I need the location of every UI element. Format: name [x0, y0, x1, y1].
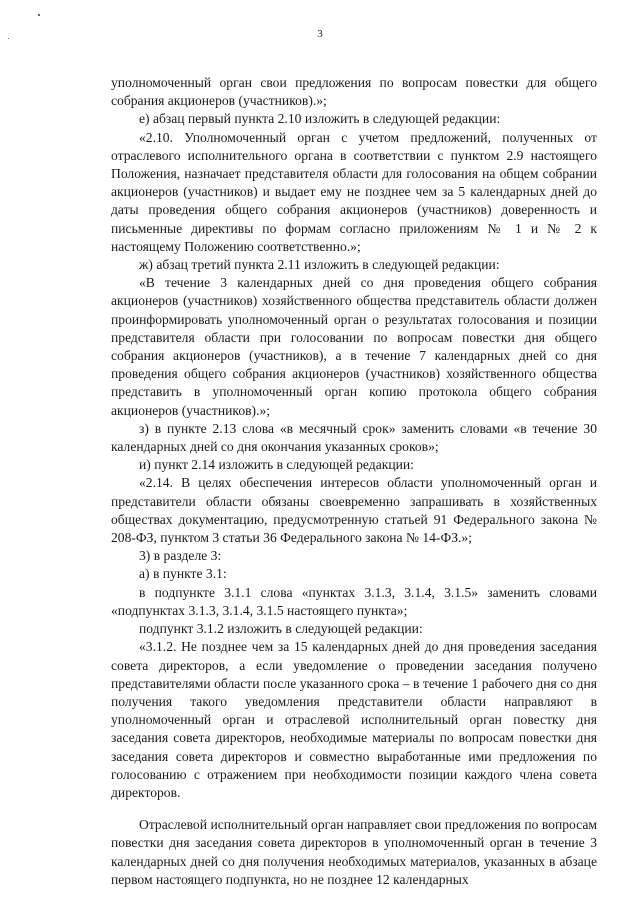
scan-speck [38, 14, 40, 16]
paragraph-subpoint-3-1-1: в подпункте 3.1.1 слова «пунктах 3.1.3, 3.1.4, 3.1.5» заменить словами «подпунктах 3.1.3, 3.1.4, 3.1.5 настоящего пункта»; [111, 584, 597, 618]
paragraph-sectoral-body: Отраслевой исполнительный орган направляет свои предложения по вопросам повестки дня заседания совета директоров в уполномоченный орган в течение 3 календарных дней со дня получения необходимых материалов, указанных в абзаце первом настоящего подпункта, но не позднее 12 календарных [111, 817, 597, 887]
paragraph-amendment-i: и) пункт 2.14 изложить в следующей редакции: [139, 457, 414, 473]
paragraph-continuation: уполномоченный орган свои предложения по вопросам повестки для общего собрания акционеров (участников).»; [111, 75, 597, 109]
paragraph-section-3: 3) в разделе 3: [139, 548, 222, 564]
paragraph-amendment-z: з) в пункте 2.13 слова «в месячный срок» заменить словами «в течение 30 календарных дней со дня окончания указанных сроков»; [111, 420, 597, 455]
paragraph-subpoint-3-1-2-intro: подпункт 3.1.2 изложить в следующей редакции: [139, 621, 423, 637]
paragraph-quote-2-11: «В течение 3 календарных дней со дня проведения общего собрания акционеров (участников) хозяйственного общества представитель области должен проинформировать уполномоченный орган о результатах голосования и позиции представителя области при голосовании по вопросам повестки дня общего собрания акционеров (участников), а в течение 7 календарных дней со дня проведения общего собрания акционеров (участников) хозяйственного общества представить в уполномоченный орган копию протокола общего собрания акционеров (участников).»; [111, 275, 597, 418]
paragraph-point-3-1: а) в пункте 3.1: [139, 566, 227, 582]
document-body [111, 74, 597, 889]
paragraph-quote-3-1-2: «3.1.2. Не позднее чем за 15 календарных дней до дня проведения заседания совета директоров, а если уведомление о проведении заседания получено представителями области после указанного срока – в течение 1 рабочего дня со дня получения такого уведомления представители области направляют в уполномоченный орган и отраслевой исполнительный орган повестку дня заседания совета директоров, необходимые материалы по вопросам повестки дня заседания совета директоров и совместно выработанные ими предложения по голосованию с отражением при необходимости позиции каждого члена совета директоров. [111, 639, 597, 800]
page-number: 3 [317, 28, 323, 40]
paragraph-quote-2-14: «2.14. В целях обеспечения интересов области уполномоченный орган и представители области обязаны своевременно запрашивать в хозяйственных обществах документацию, предусмотренную статьей 91 Федерального закона № 208-ФЗ, пунктом 3 статьи 36 Федерального закона № 14-ФЗ.»; [111, 475, 597, 546]
paragraph-amendment-zh: ж) абзац третий пункта 2.11 изложить в следующей редакции: [139, 257, 500, 273]
paragraph-quote-2-10: «2.10. Уполномоченный орган с учетом предложений, полученных от отраслевого исполнительного органа в соответствии с пунктом 2.9 настоящего Положения, назначает представителя области для голосования на общем собрании акционеров (участников) и выдает ему не позднее чем за 5 календарных дней до даты проведения общего собрания акционеров (участников) доверенность и письменные директивы по формам согласно приложениям № 1 и № 2 к настоящему Положению соответственно.»; [111, 129, 597, 254]
paragraph-amendment-e: е) абзац первый пункта 2.10 изложить в следующей редакции: [139, 111, 501, 127]
